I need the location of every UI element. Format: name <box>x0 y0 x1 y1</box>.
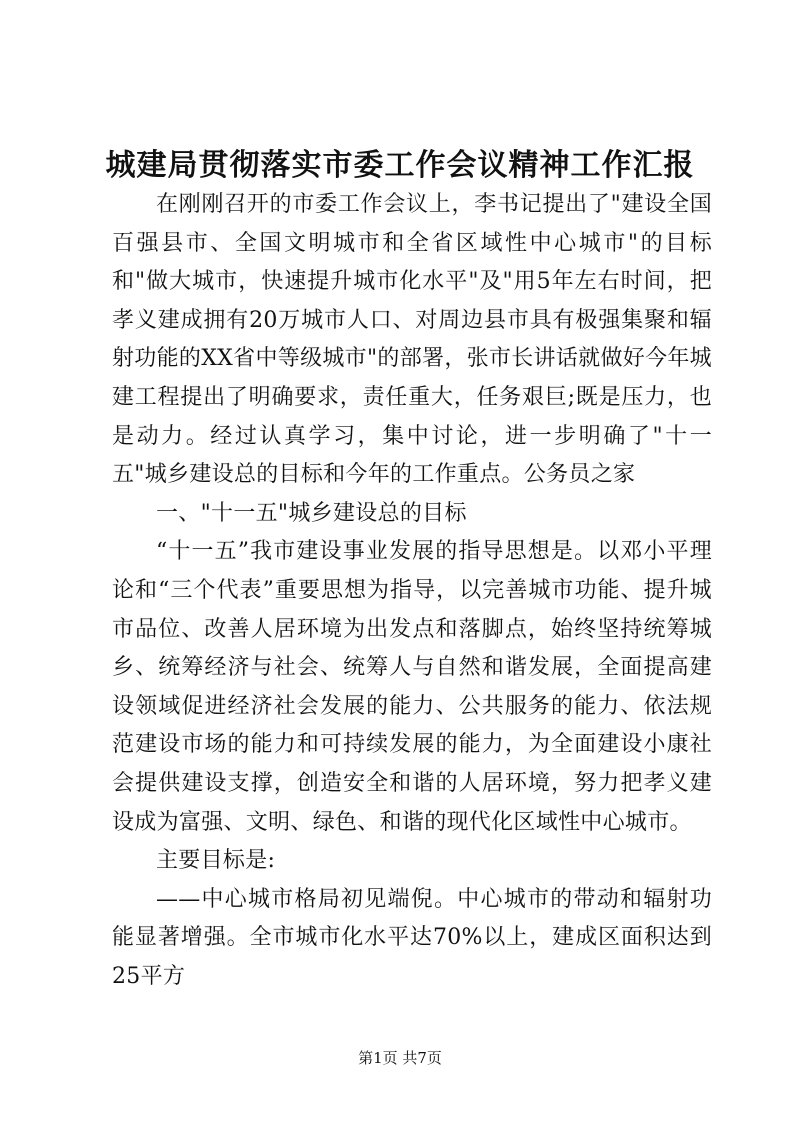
body-paragraph: ——中心城市格局初见端倪。中心城市的带动和辐射功能显著增强。全市城市化水平达70%以上，建成区面积达到25平方 <box>112 886 712 989</box>
subheading: 主要目标是: <box>156 848 276 874</box>
body-paragraph: 在刚刚召开的市委工作会议上，李书记提出了"建设全国百强县市、全国文明城市和全省区域性中心城市"的目标和"做大城市，快速提升城市化水平"及"用5年左右时间，把孝义建成拥有20万城市人口、对周边县市具有极强集聚和辐射功能的XX省中等级城市"的部署，张市长讲话就做好今年城建工程提出了明确要求，责任重大，任务艰巨;既是压力，也是动力。经过认真学习，集中讨论，进一步明确了"十一五"城乡建设总的目标和今年的工作重点。公务员之家 <box>112 192 712 488</box>
body-paragraph: “十一五”我市建设事业发展的指导思想是。以邓小平理论和“三个代表”重要思想为指导，以完善城市功能、提升城市品位、改善人居环境为出发点和落脚点，始终坚持统筹城乡、统筹经济与社会、统筹人与自然和谐发展，全面提高建设领域促进经济社会发展的能力、公共服务的能力、依法规范建设市场的能力和可持续发展的能力，为全面建设小康社会提供建设支撑，创造安全和谐的人居环境，努力把孝义建设成为富强、文明、绿色、和谐的现代化区域性中心城市。 <box>112 539 712 835</box>
document-body <box>112 186 712 996</box>
section-heading: 一、"十一五"城乡建设总的目标 <box>156 500 467 526</box>
document-title: 城建局贯彻落实市委工作会议精神工作汇报 <box>105 148 695 183</box>
page-footer: 第1页 共7页 <box>358 1049 442 1067</box>
